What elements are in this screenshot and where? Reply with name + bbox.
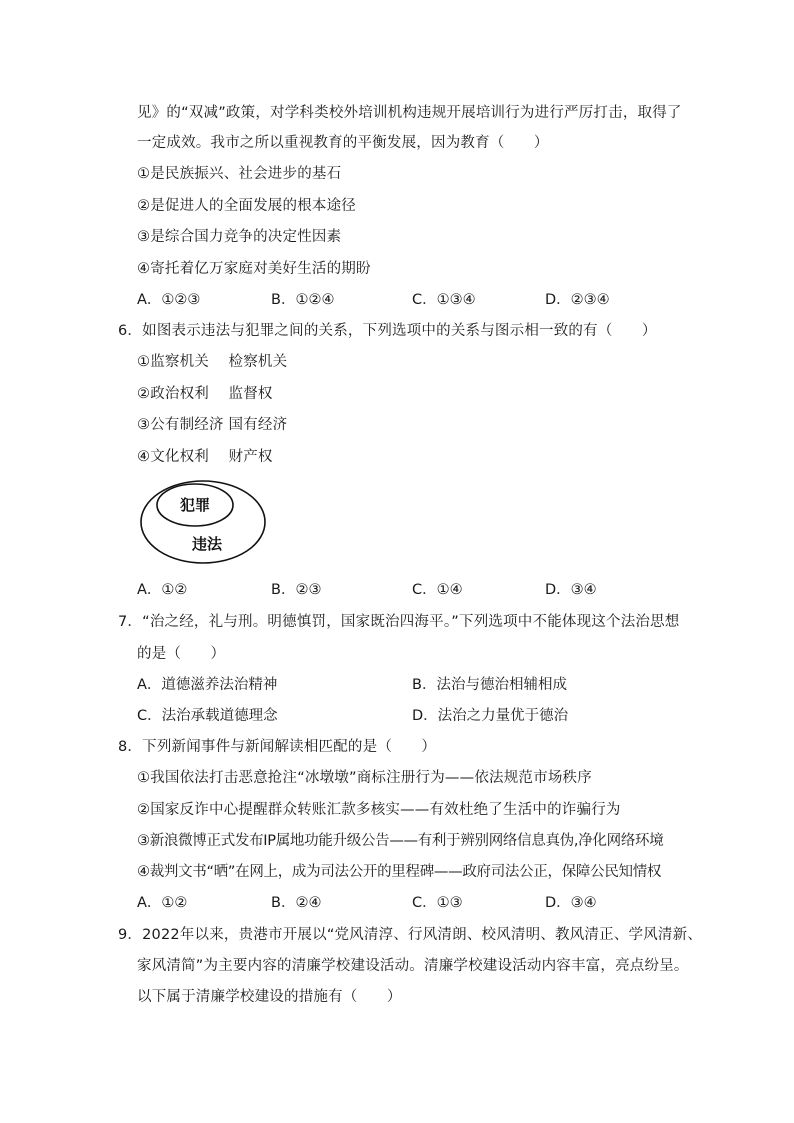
q8-option-b: B．②④	[271, 895, 322, 911]
crime-law-venn-diagram	[139, 478, 269, 566]
q7-stem-line2: 的是（ ）	[137, 646, 226, 662]
q5-stem-line1: 见》的“双减”政策，对学科类校外培训机构违规开展培训行为进行严厉打击，取得了	[137, 105, 682, 121]
q7-option-b: B．法治与德治相辅相成	[412, 677, 567, 693]
q8-item-4: ④裁判文书“晒”在网上，成为司法公开的里程碑——政府司法公正，保障公民知情权	[137, 864, 662, 880]
q5-item-1: ①是民族振兴、社会进步的基石	[137, 166, 342, 182]
q6-option-c: C．①④	[412, 582, 463, 598]
q7-option-a: A．道德滋养法治精神	[137, 677, 278, 693]
q6-option-d: D．③④	[545, 582, 597, 598]
q5-option-a: A．①②③	[137, 292, 201, 308]
q5-stem-line2: 一定成效。我市之所以重视教育的平衡发展，因为教育（ ）	[137, 135, 549, 151]
q8-option-a: A．①②	[137, 895, 188, 911]
q8-option-c: C．①③	[412, 895, 463, 911]
q8-item-2: ②国家反诈中心提醒群众转账汇款多核实——有效杜绝了生活中的诈骗行为	[137, 802, 621, 818]
q6-option-b: B．②③	[271, 582, 322, 598]
q6-item-1: ①监察机关 检察机关	[137, 354, 288, 370]
q8-stem: 8．下列新闻事件与新闻解读相匹配的是（ ）	[118, 739, 437, 755]
q6-item-4: ④文化权利 财产权	[137, 449, 273, 465]
q5-item-4: ④寄托着亿万家庭对美好生活的期盼	[137, 261, 371, 277]
q9-stem-line2: 家风清简”为主要内容的清廉学校建设活动。清廉学校建设活动内容丰富，亮点纷呈。	[137, 958, 689, 974]
inner-label: 犯罪	[179, 496, 211, 514]
q6-item-2: ②政治权利 监督权	[137, 386, 273, 402]
outer-label: 违法	[191, 535, 223, 553]
q8-option-d: D．③④	[545, 895, 597, 911]
q8-item-3: ③新浪微博正式发布IP属地功能升级公告——有利于辨别网络信息真伪,净化网络环境	[137, 833, 664, 849]
q5-option-b: B．①②④	[271, 292, 335, 308]
q6-item-3: ③公有制经济 国有经济	[137, 417, 288, 433]
q7-option-d: D．法治之力量优于德治	[412, 708, 569, 724]
q7-option-c: C．法治承载道德理念	[137, 708, 278, 724]
q6-option-a: A．①②	[137, 582, 188, 598]
q9-stem-line1: 9．2022年以来，贵港市开展以“党风清淳、行风清朗、校风清明、教风清正、学风清新、	[118, 927, 703, 943]
q5-item-2: ②是促进人的全面发展的根本途径	[137, 198, 356, 214]
q5-option-d: D．②③④	[545, 292, 610, 308]
q5-item-3: ③是综合国力竞争的决定性因素	[137, 229, 342, 245]
q8-item-1: ①我国依法打击恶意抢注“冰墩墩”商标注册行为——依法规范市场秩序	[137, 770, 592, 786]
q9-stem-line3: 以下属于清廉学校建设的措施有（ ）	[137, 989, 402, 1005]
q6-stem: 6．如图表示违法与犯罪之间的关系，下列选项中的关系与图示相一致的有（ ）	[118, 323, 657, 339]
q5-option-c: C．①③④	[412, 292, 476, 308]
q7-stem-line1: 7．“治之经，礼与刑。明德慎罚，国家既治四海平。”下列选项中不能体现这个法治思想	[118, 614, 680, 630]
